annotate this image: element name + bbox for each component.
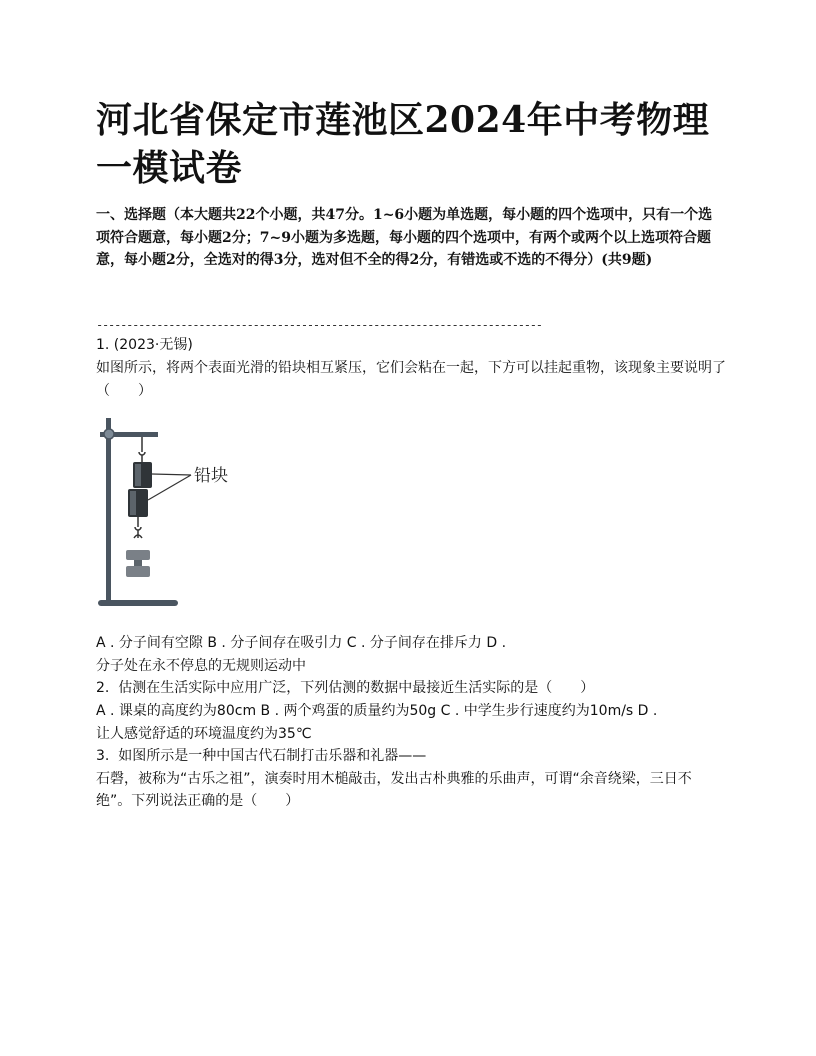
q1-source: 1. (2023·无锡) bbox=[96, 337, 193, 353]
label-pointer-upper bbox=[152, 474, 191, 475]
weight-upper bbox=[126, 550, 150, 560]
divider-line: -------------------------------------------------------------------------- bbox=[96, 318, 542, 332]
q3-stem: 3. 如图所示是一种中国古代石制打击乐器和礼器—— 石磬，被称为“古乐之祖”，演奏时用木槌敲击，发出古朴典雅的乐曲声，可谓“余音绕梁，三日不绝”。下列说法正确的是（ ） bbox=[96, 748, 692, 809]
lead-block-figure bbox=[90, 412, 250, 618]
exam-title: 河北省保定市莲池区2024年中考物理一模试卷 bbox=[96, 99, 710, 189]
q2-stem: 2. 估测在生活实际中应用广泛，下列估测的数据中最接近生活实际的是（ ） bbox=[96, 680, 595, 696]
stand-pole bbox=[106, 418, 111, 604]
label-pointer-lower bbox=[148, 475, 191, 500]
q1-stem: 如图所示，将两个表面光滑的铅块相互紧压，它们会粘在一起，下方可以挂起重物，该现象主要说明了（ ） bbox=[96, 360, 726, 399]
q2-options: A . 课桌的高度约为80cm B . 两个鸡蛋的质量约为50g C . 中学生步行速度约为10m/s D . 让人感觉舒适的环境温度约为35℃ bbox=[96, 703, 658, 742]
weight-lower bbox=[126, 566, 150, 577]
stand-clamp bbox=[104, 429, 114, 439]
q1-options: A . 分子间有空隙 B . 分子间存在吸引力 C . 分子间存在排斥力 D . 分子处在永不停息的无规则运动中 bbox=[96, 635, 507, 674]
lead-block-label: 铅块 bbox=[194, 466, 228, 486]
section-instructions: 一、选择题（本大题共22个小题，共47分。1~6小题为单选题，每小题的四个选项中，只有一个选项符合题意，每小题2分；7~9小题为多选题，每小题的四个选项中，有两个或两个以上选项符合题意，每小题2分，全选对的得3分，选对但不全的得2分，有错选或不选的不得分）(共9题) bbox=[96, 207, 713, 268]
